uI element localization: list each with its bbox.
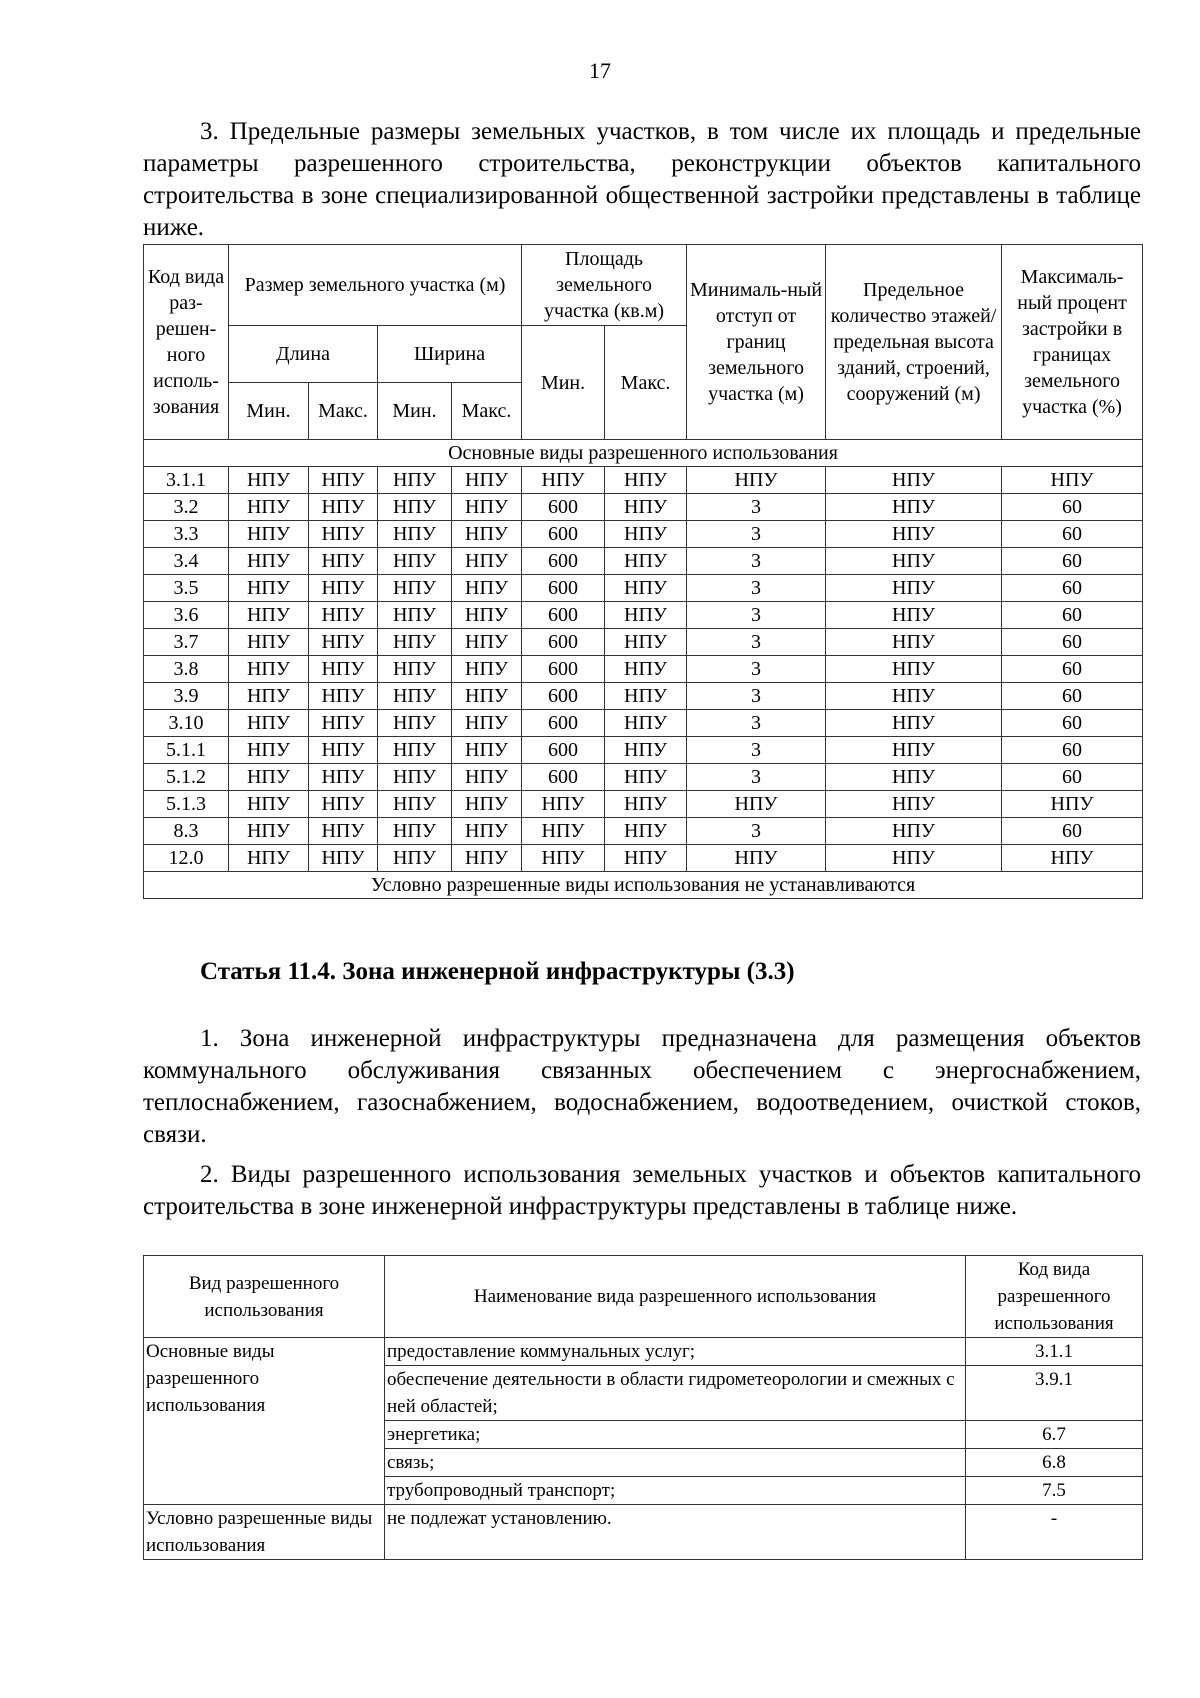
cell-length-max: НПУ	[309, 467, 378, 494]
cell-area-min: 600	[522, 737, 605, 764]
header-width: Ширина	[378, 326, 522, 383]
cell-max-percent: 60	[1002, 521, 1143, 548]
permitted-uses-table	[143, 1255, 1143, 1560]
header-length-max: Макс.	[309, 383, 378, 440]
cell-floors: НПУ	[826, 737, 1002, 764]
cell-length-min: НПУ	[229, 629, 309, 656]
cell-max-percent: 60	[1002, 737, 1143, 764]
use-code: 6.7	[966, 1421, 1143, 1449]
cell-area-min: НПУ	[522, 467, 605, 494]
cell-area-max: НПУ	[605, 656, 687, 683]
cell-min-setback: 3	[687, 683, 826, 710]
cell-floors: НПУ	[826, 548, 1002, 575]
cell-min-setback: 3	[687, 602, 826, 629]
cell-max-percent: НПУ	[1002, 467, 1143, 494]
use-name: трубопроводный транспорт;	[385, 1477, 966, 1505]
cell-code: 5.1.1	[144, 737, 229, 764]
cell-length-min: НПУ	[229, 548, 309, 575]
cell-max-percent: 60	[1002, 764, 1143, 791]
table-row	[144, 575, 1143, 602]
conditional-use-name: не подлежат установлению.	[385, 1505, 966, 1560]
table-row	[144, 656, 1143, 683]
cell-length-max: НПУ	[309, 629, 378, 656]
table-row	[144, 683, 1143, 710]
cell-width-max: НПУ	[452, 467, 522, 494]
cell-code: 3.6	[144, 602, 229, 629]
cell-width-max: НПУ	[452, 764, 522, 791]
intro-paragraph: 3. Предельные размеры земельных участков, в том числе их площадь и предельные параметры разрешенного строительства, реконструкции объектов капитального строительства в зоне специализированной общественной застройки представлены в таблице ниже.	[143, 118, 1141, 241]
cell-area-max: НПУ	[605, 494, 687, 521]
cell-floors: НПУ	[826, 656, 1002, 683]
main-uses-label: Основные виды разрешенного использования	[144, 1338, 385, 1505]
cell-length-min: НПУ	[229, 521, 309, 548]
cell-length-max: НПУ	[309, 791, 378, 818]
cell-floors: НПУ	[826, 521, 1002, 548]
zone-uses-paragraph: 2. Виды разрешенного использования земельных участков и объектов капитального строительства в зоне инженерной инфраструктуры представлены в таблице ниже.	[143, 1161, 1141, 1220]
cell-width-min: НПУ	[378, 764, 452, 791]
use-name: связь;	[385, 1449, 966, 1477]
use-code: 3.1.1	[966, 1338, 1143, 1366]
cell-max-percent: 60	[1002, 656, 1143, 683]
cell-width-max: НПУ	[452, 683, 522, 710]
cell-area-max: НПУ	[605, 548, 687, 575]
cell-area-min: 600	[522, 494, 605, 521]
cell-length-max: НПУ	[309, 494, 378, 521]
cell-area-max: НПУ	[605, 764, 687, 791]
cell-max-percent: 60	[1002, 629, 1143, 656]
cell-min-setback: 3	[687, 710, 826, 737]
use-code: 7.5	[966, 1477, 1143, 1505]
section-main-uses: Основные виды разрешенного использования	[144, 440, 1143, 467]
cell-min-setback: 3	[687, 818, 826, 845]
cell-width-min: НПУ	[378, 656, 452, 683]
header-land-size: Размер земельного участка (м)	[229, 245, 522, 326]
cell-length-max: НПУ	[309, 818, 378, 845]
header-width-min: Мин.	[378, 383, 452, 440]
table-row	[144, 494, 1143, 521]
cell-length-min: НПУ	[229, 683, 309, 710]
cell-floors: НПУ	[826, 602, 1002, 629]
table-row	[144, 521, 1143, 548]
cell-area-max: НПУ	[605, 629, 687, 656]
cell-width-min: НПУ	[378, 683, 452, 710]
cell-area-min: 600	[522, 656, 605, 683]
cell-width-max: НПУ	[452, 494, 522, 521]
conditional-uses-label: Условно разрешенные виды использования	[144, 1505, 385, 1560]
cell-code: 3.1.1	[144, 467, 229, 494]
cell-max-percent: 60	[1002, 548, 1143, 575]
cell-length-min: НПУ	[229, 737, 309, 764]
cell-width-min: НПУ	[378, 467, 452, 494]
table-row	[144, 602, 1143, 629]
header-min-setback: Минималь-ный отступ от границ земельного участка (м)	[687, 245, 826, 440]
cell-area-max: НПУ	[605, 521, 687, 548]
cell-floors: НПУ	[826, 629, 1002, 656]
cell-min-setback: 3	[687, 575, 826, 602]
header-area: Площадь земельного участка (кв.м)	[522, 245, 687, 326]
article-heading: Статья 11.4. Зона инженерной инфраструктуры (3.3)	[200, 958, 795, 985]
cell-length-max: НПУ	[309, 602, 378, 629]
cell-area-min: НПУ	[522, 845, 605, 872]
header-code: Код вида разрешенного использования	[966, 1256, 1143, 1338]
cell-area-min: 600	[522, 521, 605, 548]
header-code: Код вида раз-решен-ного исполь-зования	[144, 245, 229, 440]
cell-code: 3.3	[144, 521, 229, 548]
cell-max-percent: 60	[1002, 683, 1143, 710]
cell-area-max: НПУ	[605, 602, 687, 629]
cell-floors: НПУ	[826, 845, 1002, 872]
cell-length-min: НПУ	[229, 656, 309, 683]
cell-width-min: НПУ	[378, 845, 452, 872]
cell-min-setback: НПУ	[687, 845, 826, 872]
table-row	[144, 818, 1143, 845]
cell-length-max: НПУ	[309, 575, 378, 602]
cell-width-min: НПУ	[378, 494, 452, 521]
cell-length-max: НПУ	[309, 710, 378, 737]
cell-area-max: НПУ	[605, 467, 687, 494]
cell-floors: НПУ	[826, 818, 1002, 845]
cell-max-percent: 60	[1002, 818, 1143, 845]
conditional-use-code: -	[966, 1505, 1143, 1560]
cell-floors: НПУ	[826, 791, 1002, 818]
header-name: Наименование вида разрешенного использования	[385, 1256, 966, 1338]
cell-area-max: НПУ	[605, 737, 687, 764]
cell-min-setback: 3	[687, 737, 826, 764]
cell-area-min: 600	[522, 629, 605, 656]
header-area-min: Мин.	[522, 326, 605, 440]
use-name: предоставление коммунальных услуг;	[385, 1338, 966, 1366]
cell-min-setback: НПУ	[687, 791, 826, 818]
cell-length-max: НПУ	[309, 845, 378, 872]
cell-length-min: НПУ	[229, 791, 309, 818]
cell-min-setback: 3	[687, 764, 826, 791]
cell-floors: НПУ	[826, 683, 1002, 710]
cell-length-min: НПУ	[229, 467, 309, 494]
cell-min-setback: 3	[687, 629, 826, 656]
cell-length-min: НПУ	[229, 845, 309, 872]
cell-area-max: НПУ	[605, 683, 687, 710]
cell-code: 3.9	[144, 683, 229, 710]
cell-width-max: НПУ	[452, 710, 522, 737]
use-name: энергетика;	[385, 1421, 966, 1449]
cell-width-min: НПУ	[378, 521, 452, 548]
cell-code: 5.1.2	[144, 764, 229, 791]
cell-min-setback: 3	[687, 548, 826, 575]
page-number: 17	[589, 58, 611, 83]
cell-length-min: НПУ	[229, 764, 309, 791]
cell-width-min: НПУ	[378, 818, 452, 845]
cell-min-setback: 3	[687, 656, 826, 683]
cell-width-max: НПУ	[452, 737, 522, 764]
cell-floors: НПУ	[826, 575, 1002, 602]
cell-code: 3.4	[144, 548, 229, 575]
cell-code: 3.2	[144, 494, 229, 521]
cell-width-min: НПУ	[378, 548, 452, 575]
cell-code: 3.5	[144, 575, 229, 602]
cell-width-min: НПУ	[378, 602, 452, 629]
cell-code: 12.0	[144, 845, 229, 872]
cell-floors: НПУ	[826, 764, 1002, 791]
header-length: Длина	[229, 326, 378, 383]
cell-max-percent: 60	[1002, 710, 1143, 737]
cell-length-min: НПУ	[229, 818, 309, 845]
cell-floors: НПУ	[826, 494, 1002, 521]
cell-area-min: 600	[522, 575, 605, 602]
cell-length-max: НПУ	[309, 737, 378, 764]
section-conditional-uses: Условно разрешенные виды использования не устанавливаются	[144, 872, 1143, 899]
header-max-percent: Максималь-ный процент застройки в границах земельного участка (%)	[1002, 245, 1143, 440]
cell-area-min: 600	[522, 764, 605, 791]
zone-purpose-paragraph: 1. Зона инженерной инфраструктуры предназначена для размещения объектов коммунального обслуживания связанных обеспечением с энергоснабжением, теплоснабжением, газоснабжением, водоснабжением, водоотведением, очисткой стоков, связи.	[143, 1025, 1141, 1148]
cell-width-max: НПУ	[452, 575, 522, 602]
cell-max-percent: НПУ	[1002, 845, 1143, 872]
header-length-min: Мин.	[229, 383, 309, 440]
cell-floors: НПУ	[826, 710, 1002, 737]
table-row	[144, 548, 1143, 575]
cell-length-min: НПУ	[229, 575, 309, 602]
land-parameters-table	[143, 244, 1143, 899]
cell-width-max: НПУ	[452, 818, 522, 845]
cell-max-percent: НПУ	[1002, 791, 1143, 818]
cell-width-max: НПУ	[452, 602, 522, 629]
cell-area-min: НПУ	[522, 818, 605, 845]
use-code: 3.9.1	[966, 1366, 1143, 1421]
cell-code: 3.10	[144, 710, 229, 737]
cell-area-max: НПУ	[605, 710, 687, 737]
cell-length-max: НПУ	[309, 656, 378, 683]
cell-code: 8.3	[144, 818, 229, 845]
header-kind: Вид разрешенного использования	[144, 1256, 385, 1338]
cell-area-min: 600	[522, 602, 605, 629]
cell-code: 3.8	[144, 656, 229, 683]
cell-min-setback: 3	[687, 494, 826, 521]
cell-width-min: НПУ	[378, 575, 452, 602]
cell-length-max: НПУ	[309, 683, 378, 710]
cell-min-setback: 3	[687, 521, 826, 548]
cell-max-percent: 60	[1002, 602, 1143, 629]
cell-width-max: НПУ	[452, 845, 522, 872]
header-area-max: Макс.	[605, 326, 687, 440]
table-row	[144, 791, 1143, 818]
cell-length-max: НПУ	[309, 548, 378, 575]
cell-length-min: НПУ	[229, 494, 309, 521]
cell-length-min: НПУ	[229, 710, 309, 737]
cell-width-min: НПУ	[378, 791, 452, 818]
table-row	[144, 710, 1143, 737]
cell-area-max: НПУ	[605, 818, 687, 845]
cell-length-min: НПУ	[229, 602, 309, 629]
cell-width-max: НПУ	[452, 791, 522, 818]
cell-area-max: НПУ	[605, 845, 687, 872]
use-name: обеспечение деятельности в области гидрометеорологии и смежных с ней областей;	[385, 1366, 966, 1421]
table-row	[144, 737, 1143, 764]
cell-width-max: НПУ	[452, 521, 522, 548]
cell-area-min: 600	[522, 710, 605, 737]
cell-length-max: НПУ	[309, 764, 378, 791]
cell-area-min: НПУ	[522, 791, 605, 818]
cell-floors: НПУ	[826, 467, 1002, 494]
header-width-max: Макс.	[452, 383, 522, 440]
cell-width-max: НПУ	[452, 548, 522, 575]
cell-area-max: НПУ	[605, 575, 687, 602]
cell-width-max: НПУ	[452, 656, 522, 683]
cell-width-max: НПУ	[452, 629, 522, 656]
cell-area-min: 600	[522, 683, 605, 710]
cell-code: 3.7	[144, 629, 229, 656]
cell-width-min: НПУ	[378, 629, 452, 656]
cell-width-min: НПУ	[378, 737, 452, 764]
cell-area-min: 600	[522, 548, 605, 575]
cell-area-max: НПУ	[605, 791, 687, 818]
use-code: 6.8	[966, 1449, 1143, 1477]
cell-width-min: НПУ	[378, 710, 452, 737]
table-body	[144, 467, 1143, 872]
table-row	[144, 845, 1143, 872]
table-row	[144, 629, 1143, 656]
cell-code: 5.1.3	[144, 791, 229, 818]
cell-max-percent: 60	[1002, 494, 1143, 521]
table-row	[144, 764, 1143, 791]
cell-min-setback: НПУ	[687, 467, 826, 494]
header-floors: Предельное количество этажей/ предельная высота зданий, строений, сооружений (м)	[826, 245, 1002, 440]
cell-max-percent: 60	[1002, 575, 1143, 602]
table-row	[144, 467, 1143, 494]
cell-length-max: НПУ	[309, 521, 378, 548]
